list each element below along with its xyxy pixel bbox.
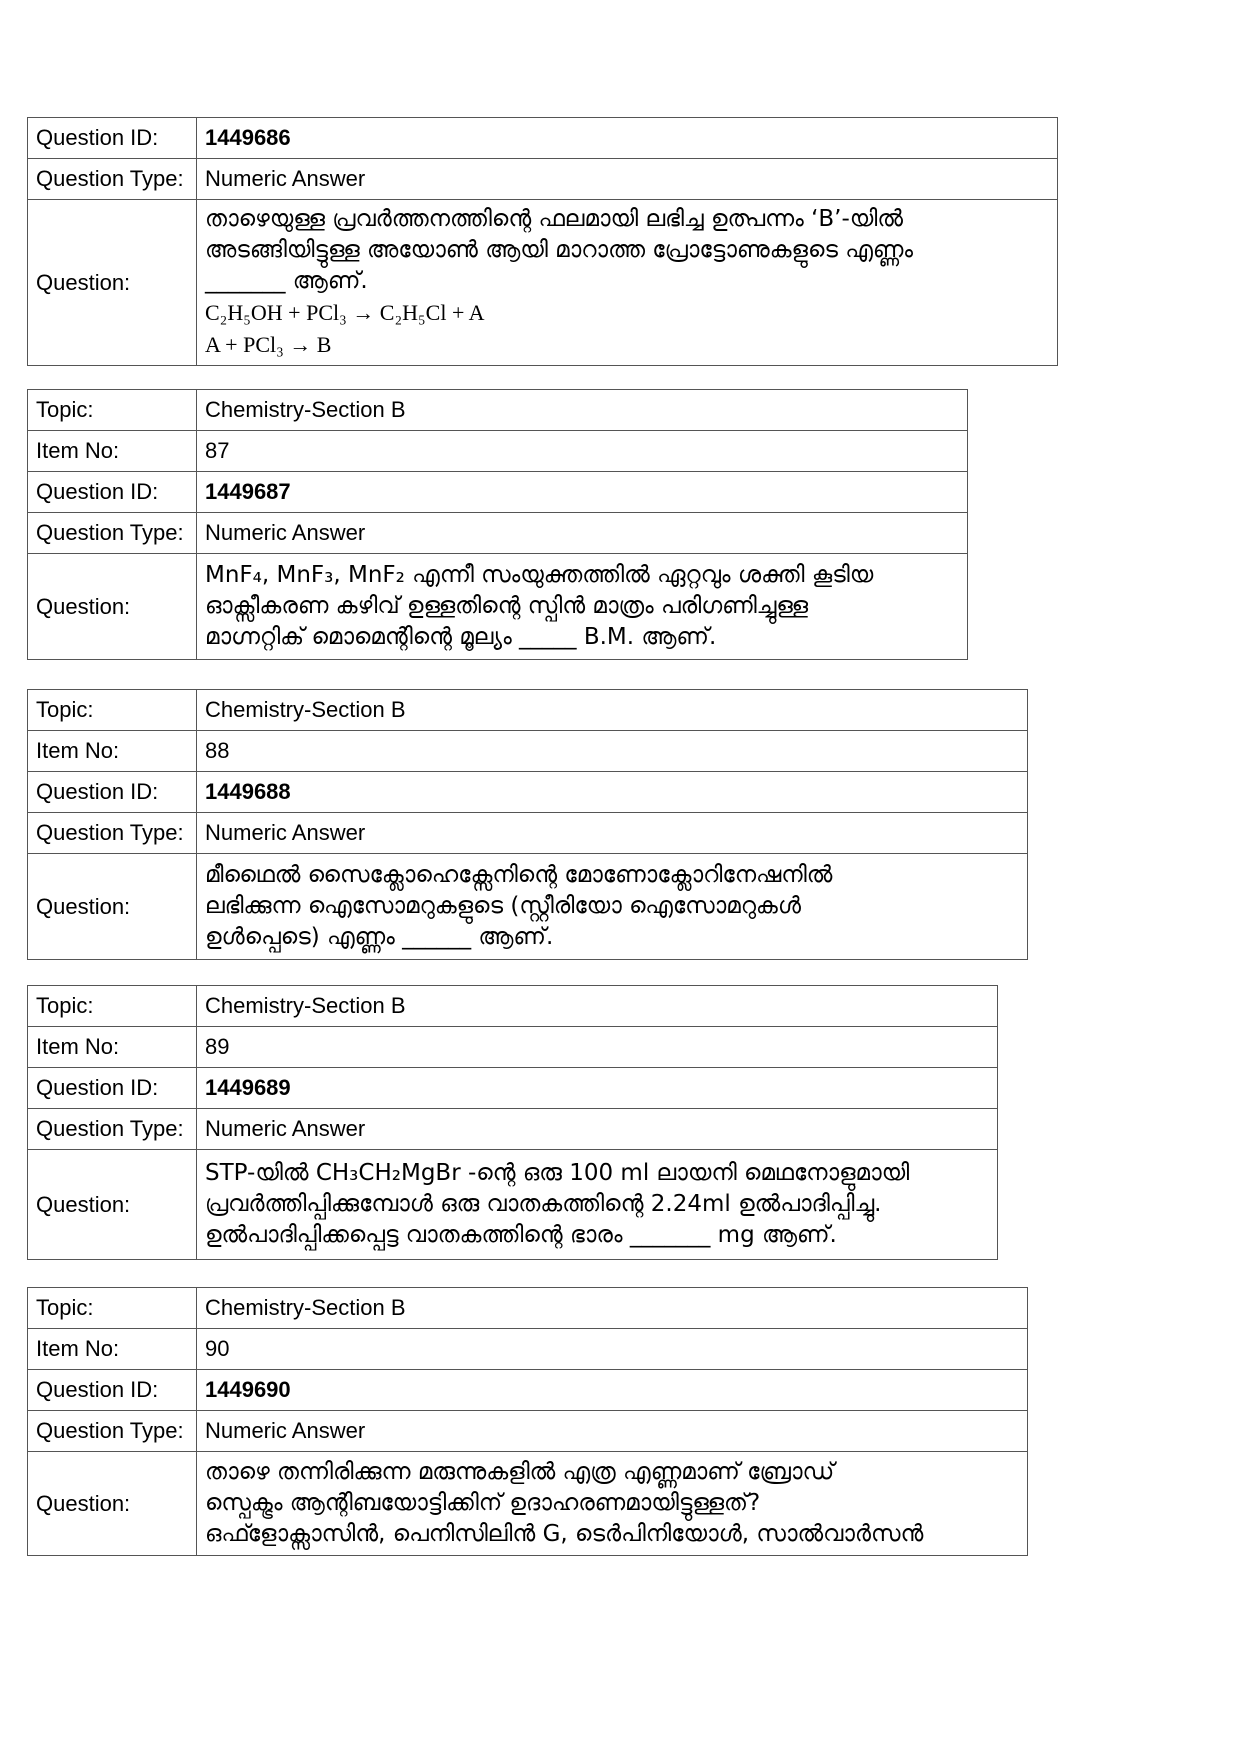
topic-value: Chemistry-Section B <box>197 390 968 431</box>
question-type-row <box>28 513 968 554</box>
question-label: Question: <box>28 1150 197 1260</box>
question-type-label: Question Type: <box>28 1411 197 1452</box>
topic-row <box>28 1288 1028 1329</box>
question-row <box>28 854 1028 960</box>
question-text <box>197 200 1058 366</box>
question-table-88 <box>27 689 1028 960</box>
question-line: ഉൾപ്പെടെ) എണ്ണം ______ ആണ്. <box>205 924 554 950</box>
item-no-label: Item No: <box>28 1027 197 1068</box>
question-row <box>28 1452 1028 1556</box>
question-id-row <box>28 118 1058 159</box>
question-id-row <box>28 1068 998 1109</box>
item-no-row <box>28 1027 998 1068</box>
question-line: STP-യിൽ CH₃CH₂MgBr -ന്റെ ഒരു 100 ml ലായനി മെഥനോളുമായി <box>205 1160 910 1186</box>
item-no-value: 88 <box>197 731 1028 772</box>
question-row <box>28 554 968 660</box>
question-text <box>197 1452 1028 1556</box>
question-line: ഉൽപാദിപ്പിക്കപ്പെട്ട വാതകത്തിന്റെ ഭാരം _______ mg ആണ്. <box>205 1222 837 1248</box>
question-text <box>197 854 1028 960</box>
reaction-line: C₂H₅OH + PCl₃ → C₂H₅Cl + A <box>205 300 485 325</box>
question-table-89 <box>27 985 998 1260</box>
item-no-value: 90 <box>197 1329 1028 1370</box>
question-id-row <box>28 472 968 513</box>
question-id-value: 1449689 <box>197 1068 998 1109</box>
topic-row <box>28 690 1028 731</box>
question-type-label: Question Type: <box>28 813 197 854</box>
question-row <box>28 200 1058 366</box>
question-type-row <box>28 1411 1028 1452</box>
reaction-equations <box>205 297 1049 361</box>
question-line: _______ ആണ്. <box>205 268 368 294</box>
reaction-line: A + PCl₃ → B <box>205 332 332 357</box>
question-label: Question: <box>28 554 197 660</box>
topic-label: Topic: <box>28 1288 197 1329</box>
item-no-label: Item No: <box>28 431 197 472</box>
question-line: താഴെ തന്നിരിക്കുന്ന മരുന്നുകളിൽ എത്ര എണ്ണമാണ് ബ്രോഡ് <box>205 1459 835 1485</box>
topic-value: Chemistry-Section B <box>197 1288 1028 1329</box>
question-type-label: Question Type: <box>28 513 197 554</box>
question-id-label: Question ID: <box>28 118 197 159</box>
question-table-90 <box>27 1287 1028 1556</box>
question-type-label: Question Type: <box>28 159 197 200</box>
question-label: Question: <box>28 200 197 366</box>
question-type-value: Numeric Answer <box>197 159 1058 200</box>
question-type-row <box>28 159 1058 200</box>
item-no-value: 89 <box>197 1027 998 1068</box>
question-line: ഒഫ്ളോക്സാസിൻ, പെനിസിലിൻ G, ടെർപിനിയോൾ, സാൽവാർസൻ <box>205 1521 924 1547</box>
topic-value: Chemistry-Section B <box>197 690 1028 731</box>
topic-row <box>28 390 968 431</box>
question-type-label: Question Type: <box>28 1109 197 1150</box>
question-table-1449686 <box>27 117 1058 366</box>
question-line: അടങ്ങിയിട്ടുള്ള അയോൺ ആയി മാറാത്ത പ്രോട്ടോണുകളുടെ എണ്ണം <box>205 237 914 263</box>
question-type-value: Numeric Answer <box>197 1109 998 1150</box>
question-type-row <box>28 1109 998 1150</box>
topic-value: Chemistry-Section B <box>197 986 998 1027</box>
question-type-row <box>28 813 1028 854</box>
topic-label: Topic: <box>28 986 197 1027</box>
item-no-label: Item No: <box>28 1329 197 1370</box>
question-id-row <box>28 1370 1028 1411</box>
topic-label: Topic: <box>28 690 197 731</box>
question-line: ഓക്സീകരണ കഴിവ് ഉള്ളതിന്റെ സ്പിൻ മാത്രം പരിഗണിച്ചുള്ള <box>205 593 809 619</box>
question-line: ലഭിക്കുന്ന ഐസോമറുകളുടെ (സ്റ്റീരിയോ ഐസോമറുകൾ <box>205 893 801 919</box>
topic-row <box>28 986 998 1027</box>
question-text <box>197 1150 998 1260</box>
item-no-row <box>28 431 968 472</box>
item-no-row <box>28 731 1028 772</box>
item-no-row <box>28 1329 1028 1370</box>
topic-label: Topic: <box>28 390 197 431</box>
question-id-label: Question ID: <box>28 472 197 513</box>
question-id-label: Question ID: <box>28 772 197 813</box>
question-line: താഴെയുള്ള പ്രവർത്തനത്തിന്റെ ഫലമായി ലഭിച്ച ഉത്പന്നം ‘B’-യിൽ <box>205 206 903 232</box>
question-line: സ്പെക്ട്രം ആന്റിബയോട്ടിക്കിന് ഉദാഹരണമായിട്ടുള്ളത്? <box>205 1490 761 1516</box>
question-id-value: 1449690 <box>197 1370 1028 1411</box>
question-line: മീഥൈൽ സൈക്ലോഹെക്സേനിന്റെ മോണോക്ലോറിനേഷനിൽ <box>205 862 833 888</box>
question-table-87 <box>27 389 968 660</box>
question-line: പ്രവർത്തിപ്പിക്കുമ്പോൾ ഒരു വാതകത്തിന്റെ 2.24ml ഉൽപാദിപ്പിച്ചു. <box>205 1191 882 1217</box>
question-type-value: Numeric Answer <box>197 813 1028 854</box>
question-type-value: Numeric Answer <box>197 513 968 554</box>
item-no-label: Item No: <box>28 731 197 772</box>
question-id-value: 1449686 <box>197 118 1058 159</box>
question-row <box>28 1150 998 1260</box>
question-id-value: 1449688 <box>197 772 1028 813</box>
question-line: മാഗ്നറ്റിക് മൊമെന്റിന്റെ മൂല്യം _____ B.M. ആണ്. <box>205 624 717 650</box>
question-id-label: Question ID: <box>28 1068 197 1109</box>
question-type-value: Numeric Answer <box>197 1411 1028 1452</box>
question-line: MnF₄, MnF₃, MnF₂ എന്നീ സംയുക്തത്തിൽ ഏറ്റവും ശക്തി കൂടിയ <box>205 562 874 588</box>
question-text <box>197 554 968 660</box>
question-id-label: Question ID: <box>28 1370 197 1411</box>
question-id-row <box>28 772 1028 813</box>
question-label: Question: <box>28 854 197 960</box>
item-no-value: 87 <box>197 431 968 472</box>
question-id-value: 1449687 <box>197 472 968 513</box>
question-label: Question: <box>28 1452 197 1556</box>
